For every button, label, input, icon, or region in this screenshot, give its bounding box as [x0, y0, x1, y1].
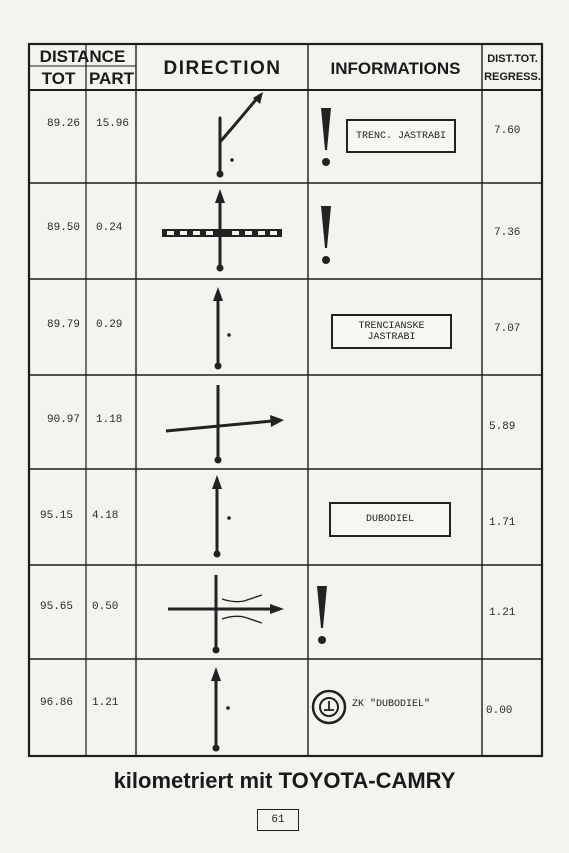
caution-exclamation-icon	[318, 106, 334, 170]
row3-part: 0.29	[96, 319, 123, 331]
row7-info-text: ZK "DUBODIEL"	[352, 699, 431, 710]
footer-caption: kilometriert mit TOYOTA-CAMRY	[113, 768, 456, 793]
row2-tot: 89.50	[47, 222, 81, 234]
row5-regress: 1.71	[489, 517, 516, 529]
row2-regress: 7.36	[494, 227, 521, 239]
turn-right-onto-main-road-icon	[136, 565, 308, 659]
row6-part: 0.50	[92, 601, 119, 613]
row5-info-sign: DUBODIEL	[329, 502, 451, 537]
row5-part: 4.18	[92, 510, 119, 522]
page-number: 61	[257, 809, 299, 831]
row3-tot: 89.79	[47, 319, 81, 331]
row1-info-sign: TRENC. JASTRABI	[346, 119, 456, 153]
straight-ahead-arrow-icon	[136, 469, 308, 565]
fork-right-direction-icon	[136, 90, 308, 183]
row7-tot: 96.86	[40, 697, 74, 709]
row1-regress: 7.60	[494, 125, 521, 137]
header-regress: REGRESS.	[484, 71, 541, 83]
row2-part: 0.24	[96, 222, 123, 234]
header-informations: INFORMATIONS	[330, 58, 461, 78]
header-part: PART	[88, 68, 134, 88]
crossroad-turn-right-icon	[136, 375, 308, 469]
row6-tot: 95.65	[40, 601, 74, 613]
straight-ahead-arrow-icon	[136, 659, 308, 756]
header-dist-tot: DIST.TOT.	[487, 53, 538, 65]
railway-crossing-straight-icon	[136, 183, 308, 279]
header-distance: DISTANCE	[39, 46, 126, 66]
row5-tot: 95.15	[40, 510, 74, 522]
row1-tot: 89.26	[47, 118, 81, 130]
row3-info-sign	[331, 314, 452, 349]
row6-regress: 1.21	[489, 607, 516, 619]
row3-regress: 7.07	[494, 323, 521, 335]
straight-ahead-arrow-icon	[136, 279, 308, 375]
row4-tot: 90.97	[47, 414, 81, 426]
row1-part: 15.96	[96, 118, 130, 130]
row4-part: 1.18	[96, 414, 123, 426]
row4-regress: 5.89	[489, 421, 516, 433]
row7-part: 1.21	[92, 697, 119, 709]
row7-regress: 0.00	[486, 705, 513, 717]
header-tot: TOT	[41, 68, 76, 88]
caution-exclamation-icon	[318, 204, 334, 268]
row3-info-line1: TRENCIANSKE	[358, 320, 425, 332]
caution-exclamation-icon	[314, 584, 330, 648]
header-direction: DIRECTION	[163, 57, 282, 79]
town-end-sign-icon	[310, 688, 348, 726]
row3-info-line2: JASTRABI	[367, 331, 416, 343]
